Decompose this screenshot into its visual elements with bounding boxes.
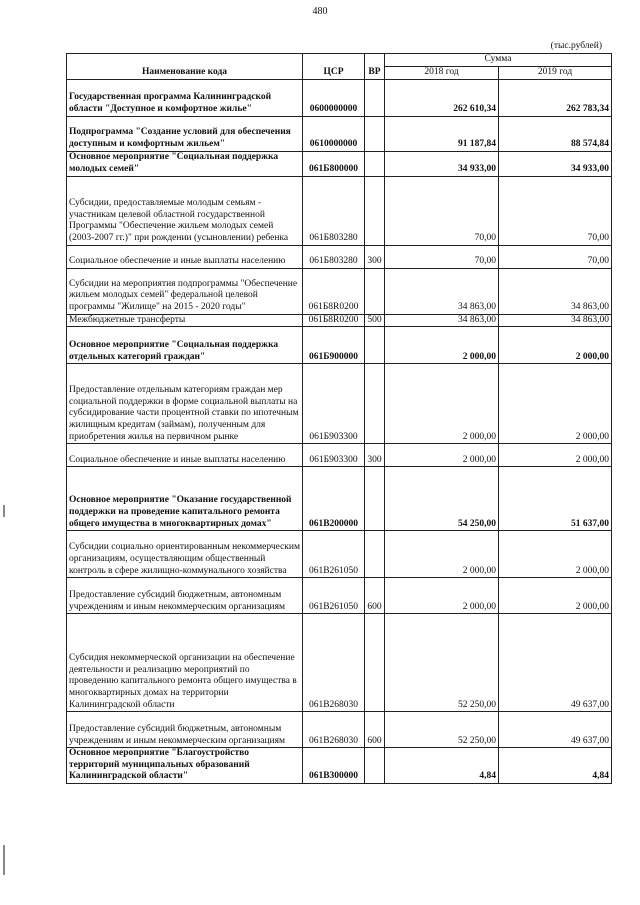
row-csr-cell: 061Б8R0200: [303, 268, 365, 314]
table-row: [67, 614, 612, 712]
table-row: [67, 467, 612, 531]
row-name-cell: Подпрограмма "Создание условий для обеспечения доступным и комфортным жильем": [67, 116, 303, 151]
row-2018-cell: 34 863,00: [385, 314, 499, 327]
row-name-cell: Основное мероприятие "Социальная поддержка молодых семей": [67, 151, 303, 176]
table-row: [67, 364, 612, 444]
row-2018-cell: 2 000,00: [385, 444, 499, 467]
row-2018-cell: 262 610,34: [385, 79, 499, 116]
row-name-cell: Основное мероприятие "Социальная поддержка отдельных категорий граждан": [67, 327, 303, 364]
row-2019-cell: 49 637,00: [499, 712, 612, 748]
header-year-2019: 2019 год: [499, 66, 612, 79]
row-2018-cell: 70,00: [385, 245, 499, 268]
row-2019-cell: 70,00: [499, 176, 612, 245]
row-2019-cell: 262 783,34: [499, 79, 612, 116]
header-vr: ВР: [365, 54, 385, 80]
row-name-cell: Социальное обеспечение и иные выплаты населению: [67, 245, 303, 268]
row-vr-cell: [365, 79, 385, 116]
header-sum: Сумма: [385, 54, 612, 67]
row-2019-cell: 2 000,00: [499, 327, 612, 364]
row-csr-cell: 061Б8R0200: [303, 314, 365, 327]
table-row: [67, 531, 612, 578]
row-2019-cell: 2 000,00: [499, 364, 612, 444]
row-name-cell: Субсидии, предоставляемые молодым семьям - участникам целевой областной государственной Программы "Обеспечение жильем молодых семей (2003-2007 гг.)" при рождении (усыновлении) ребенка: [67, 176, 303, 245]
row-vr-cell: 500: [365, 314, 385, 327]
row-2018-cell: 2 000,00: [385, 364, 499, 444]
row-name-cell: Субсидия некоммерческой организации на обеспечение деятельности и реализацию мероприятий по проведению капитального ремонта общего имущества в многоквартирных домах на территории Калининградской области: [67, 614, 303, 712]
row-vr-cell: 600: [365, 712, 385, 748]
row-vr-cell: [365, 176, 385, 245]
row-vr-cell: 300: [365, 245, 385, 268]
scan-margin-mark: [3, 845, 5, 875]
row-vr-cell: [365, 467, 385, 531]
row-vr-cell: 300: [365, 444, 385, 467]
row-2019-cell: 51 637,00: [499, 467, 612, 531]
row-csr-cell: 061Б900000: [303, 327, 365, 364]
page-number: 480: [312, 6, 328, 17]
row-2018-cell: 2 000,00: [385, 327, 499, 364]
row-vr-cell: 600: [365, 578, 385, 614]
table-row: [67, 79, 612, 116]
row-2019-cell: 34 863,00: [499, 314, 612, 327]
row-vr-cell: [365, 531, 385, 578]
row-name-cell: Государственная программа Калининградской области "Доступное и комфортное жилье": [67, 79, 303, 116]
row-2019-cell: 70,00: [499, 245, 612, 268]
row-2018-cell: 91 187,84: [385, 116, 499, 151]
row-csr-cell: 061В200000: [303, 467, 365, 531]
table-row: [67, 151, 612, 176]
row-csr-cell: 061Б800000: [303, 151, 365, 176]
table-row: [67, 748, 612, 784]
row-name-cell: Предоставление субсидий бюджетным, автономным учреждениям и иным некоммерческим организациям: [67, 712, 303, 748]
row-name-cell: Предоставление субсидий бюджетным, автономным учреждениям и иным некоммерческим организациям: [67, 578, 303, 614]
row-csr-cell: 061В261050: [303, 578, 365, 614]
row-vr-cell: [365, 748, 385, 784]
row-csr-cell: 061Б803280: [303, 176, 365, 245]
unit-label: (тыс.рублей): [550, 41, 602, 51]
table-row: [67, 444, 612, 467]
table-row: [67, 245, 612, 268]
row-name-cell: Социальное обеспечение и иные выплаты населению: [67, 444, 303, 467]
table-row: [67, 712, 612, 748]
row-vr-cell: [365, 327, 385, 364]
scan-margin-mark: [3, 505, 5, 517]
row-csr-cell: 061Б903300: [303, 444, 365, 467]
table-row: [67, 578, 612, 614]
row-2018-cell: 2 000,00: [385, 578, 499, 614]
row-2019-cell: 49 637,00: [499, 614, 612, 712]
row-csr-cell: 061В261050: [303, 531, 365, 578]
row-2018-cell: 52 250,00: [385, 614, 499, 712]
row-name-cell: Предоставление отдельным категориям граждан мер социальной поддержки в форме социальной выплаты на субсидирование части процентной ставки по ипотечным жилищным кредитам (займам), полученным для приобретения жилья на первичном рынке: [67, 364, 303, 444]
row-name-cell: Субсидии социально ориентированным некоммерческим организациям, осуществляющим общественный контроль в сфере жилищно-коммунального хозяйства: [67, 531, 303, 578]
row-vr-cell: [365, 116, 385, 151]
row-csr-cell: 061Б803280: [303, 245, 365, 268]
row-2019-cell: 88 574,84: [499, 116, 612, 151]
row-2018-cell: 52 250,00: [385, 712, 499, 748]
row-name-cell: Межбюджетные трансферты: [67, 314, 303, 327]
header-year-2018: 2018 год: [385, 66, 499, 79]
row-2018-cell: 34 863,00: [385, 268, 499, 314]
row-name-cell: Субсидии на мероприятия подпрограммы "Обеспечение жильем молодых семей" федеральной целевой программы "Жилище" на 2015 - 2020 годы": [67, 268, 303, 314]
table-row: [67, 314, 612, 327]
row-vr-cell: [365, 614, 385, 712]
row-2018-cell: 70,00: [385, 176, 499, 245]
row-name-cell: Основное мероприятие "Оказание государственной поддержки на проведение капитального ремонта общего имущества в многоквартирных домах": [67, 467, 303, 531]
row-csr-cell: 061В268030: [303, 712, 365, 748]
row-2019-cell: 34 863,00: [499, 268, 612, 314]
row-csr-cell: 061Б903300: [303, 364, 365, 444]
row-2018-cell: 4,84: [385, 748, 499, 784]
table-row: [67, 268, 612, 314]
header-name: Наименование кода: [67, 54, 303, 80]
table-row: [67, 327, 612, 364]
row-2019-cell: 2 000,00: [499, 578, 612, 614]
row-2019-cell: 2 000,00: [499, 531, 612, 578]
row-2019-cell: 34 933,00: [499, 151, 612, 176]
row-2019-cell: 4,84: [499, 748, 612, 784]
row-name-cell: Основное мероприятие "Благоустройство территорий муниципальных образований Калининградской области": [67, 748, 303, 784]
row-2018-cell: 54 250,00: [385, 467, 499, 531]
row-2019-cell: 2 000,00: [499, 444, 612, 467]
row-vr-cell: [365, 364, 385, 444]
row-vr-cell: [365, 268, 385, 314]
row-csr-cell: 0600000000: [303, 79, 365, 116]
table-row: [67, 176, 612, 245]
table-row: [67, 116, 612, 151]
row-csr-cell: 061В300000: [303, 748, 365, 784]
row-vr-cell: [365, 151, 385, 176]
row-csr-cell: 0610000000: [303, 116, 365, 151]
header-csr: ЦСР: [303, 54, 365, 80]
row-csr-cell: 061В268030: [303, 614, 365, 712]
row-2018-cell: 2 000,00: [385, 531, 499, 578]
budget-table: [66, 53, 612, 784]
row-2018-cell: 34 933,00: [385, 151, 499, 176]
